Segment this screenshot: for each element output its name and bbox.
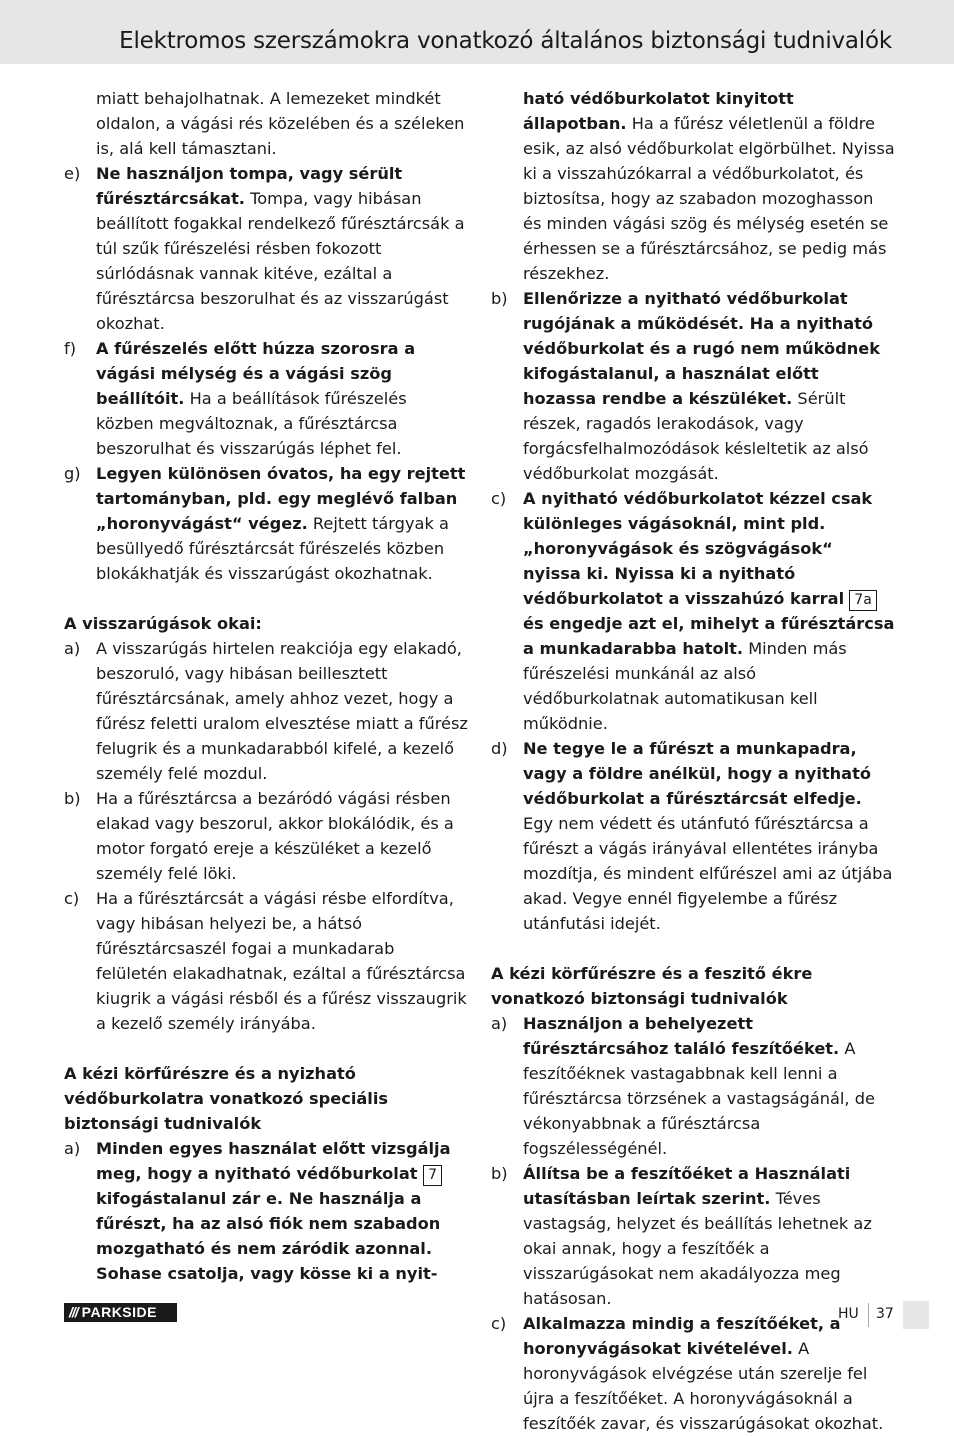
item-bold-text: Alkalmazza mindig a feszítőéket, a horonyvágásokat kivételével.: [523, 1314, 841, 1358]
item-bold-text: kifogástalanul zár e. Ne használja a fűrészt, ha az alsó fiók nem szabadon mozgatható és nem záródik azonnal. Sohase csatolja, vagy kösse ki a nyit-: [96, 1189, 441, 1283]
item-text: Sérült részek, ragadós lerakodások, vagy forgácsfelhalmozódások késleltetik az alsó védőburkolat mozgását.: [523, 389, 869, 483]
item-text: Ha a fűrésztárcsa a bezáródó vágási résben elakad vagy beszorul, akkor blokálódik, és a motor forgató ereje a készüléket a kezelő személy felé löki.: [96, 789, 454, 883]
section-heading-kickback-causes: A visszarúgások okai:: [64, 614, 262, 633]
item-label: a): [491, 1014, 508, 1033]
item-bold-text: Használjon a behelyezett fűrésztárcsához találó feszítőéket.: [523, 1014, 840, 1058]
continued-paragraph: [491, 86, 896, 286]
item-label: a): [64, 639, 81, 658]
left-column: [64, 86, 469, 1286]
list-item-e: [64, 161, 469, 336]
guard-item-b: [491, 286, 896, 486]
item-text: A feszítőéknek vastagabbnak kell lenni a fűrésztárcsa törzsének a vastagságánál, de vékonyabbnak a fűrésztárcsa fogszélességénél.: [523, 1039, 875, 1158]
cause-item-a: [64, 636, 469, 786]
wedge-item-c: [491, 1311, 896, 1436]
item-bold-text: Legyen különösen óvatos, ha egy rejtett tartományban, pld. egy meglévő falban „horonyvágást“ végez.: [96, 464, 466, 533]
guard-item-d: [491, 736, 896, 936]
figure-reference-box: 7: [423, 1165, 442, 1186]
item-bold-text: és engedje azt el, mihelyt a fűrésztárcsa a munkadarabba hatolt.: [523, 614, 895, 658]
item-label: c): [491, 489, 507, 508]
page-number: 37: [876, 1306, 894, 1322]
item-text: Ha a fűrész véletlenül a földre esik, az alsó védőburkolat elgörbülhet. Nyissa ki a visszahúzókarral a védőburkolatot, és biztosítsa, hogy az szabadon mozoghasson és minden vágási szög és mélység esetén se érhessen se a fűrésztárcsához, se pedig más részekhez.: [523, 114, 895, 283]
item-text: Rejtett tárgyak a besüllyedő fűrésztárcsát fűrészelés közben blokákhatják és visszarúgást okozhatnak.: [96, 514, 449, 583]
item-label: a): [64, 1139, 81, 1158]
list-item-f: [64, 336, 469, 461]
section-heading-guard-safety: A kézi körfűrészre és a nyizható védőburkolatra vonatkozó speciális biztonsági tudnivalók: [64, 1064, 389, 1133]
item-bold-text: Ellenőrizze a nyitható védőburkolat rugójának a működését. Ha a nyitható védőburkolat és a rugó nem működnek kifogástalanul, a használat előtt hozassa rendbe a készüléket.: [523, 289, 880, 408]
item-text: Egy nem védett és utánfutó fűrésztárcsa a fűrészt a vágás irányával ellentétes irányba mozdítja, és mindent elfűrészel ami az útjába akad. Vegye ennél figyelembe a fűrész utánfutási idejét.: [523, 814, 893, 933]
item-text: A horonyvágások elvégzése után szerelje fel újra a feszítőéket. A horonyvágásoknál a feszítőék zavar, és visszarúgásokat okozhat.: [523, 1339, 884, 1433]
footer-divider: [868, 1303, 869, 1327]
item-label: d): [491, 739, 508, 758]
item-label: c): [64, 889, 80, 908]
logo-slashes-icon: ///: [69, 1304, 78, 1320]
cause-item-b: [64, 786, 469, 886]
item-bold-text: A fűrészelés előtt húzza szorosra a vágási mélység és a vágási szög beállítóit.: [96, 339, 416, 408]
parkside-logo: [64, 1303, 177, 1322]
item-bold-text: Állítsa be a feszítőéket a Használati utasításban leírtak szerint.: [523, 1164, 851, 1208]
list-item-g: [64, 461, 469, 586]
item-label: b): [491, 289, 508, 308]
right-column: [491, 86, 896, 1436]
guard-item-a: [64, 1136, 469, 1286]
footer-tab-marker: [903, 1301, 929, 1329]
item-text: Minden más fűrészelési munkánál az alsó védőburkolatnak automatikusan kell működnie.: [523, 639, 847, 733]
section-heading-riving-knife: A kézi körfűrészre és a feszitő ékre vonatkozó biztonsági tudnivalók: [491, 964, 813, 1008]
item-text: Ha a fűrésztárcsát a vágási résbe elfordítva, vagy hibásan helyezi be, a hátsó fűrésztárcsaszél fogai a munkadarab felületén elakadhatnak, ezáltal a fűrésztárcsa kiugrik a vágási résből és a fűrész visszaugrik a kezelő személy irányába.: [96, 889, 467, 1033]
guard-item-c: [491, 486, 896, 736]
item-bold-text: A nyitható védőburkolatot kézzel csak különleges vágásoknál, mint pld. „horonyvágások és szögvágások“ nyissa ki. Nyissa ki a nyitható védőburkolatot a visszahúzó karral: [523, 489, 873, 608]
wedge-item-b: [491, 1161, 896, 1311]
item-text: A visszarúgás hirtelen reakciója egy elakadó, beszoruló, vagy hibásan beillesztett fűrésztárcsának, amely ahhoz vezet, hogy a fűrész feletti uralom elvesztése miatt a fűrész felugrik és a munkadarabból kifelé, a kezelő személy felé mozdul.: [96, 639, 468, 783]
item-bold-text: ható védőburkolatot kinyitott állapotban.: [523, 89, 794, 133]
intro-paragraph: miatt behajolhatnak. A lemezeket mindkét oldalon, a vágási rés közelében és a széleken is, alá kell támasztani.: [96, 89, 465, 158]
item-text: Ha a beállítások fűrészelés közben megváltoznak, a fűrésztárcsa beszorulhat és visszarúgás léphet fel.: [96, 389, 407, 458]
wedge-item-a: [491, 1011, 896, 1161]
item-text: Tompa, vagy hibásan beállított fogakkal rendelkező fűrésztárcsák a túl szűk fűrészelési résben fokozott súrlódásnak vannak kitéve, ezáltal a fűrésztárcsa beszorulhat és az visszarúgást okozhat.: [96, 189, 465, 333]
item-label: e): [64, 164, 81, 183]
item-label: f): [64, 339, 77, 358]
item-label: b): [491, 1164, 508, 1183]
page-title: Elektromos szerszámokra vonatkozó általános biztonsági tudnivalók: [119, 28, 892, 54]
item-label: g): [64, 464, 81, 483]
item-bold-text: Minden egyes használat előtt vizsgálja meg, hogy a nyitható védőburkolat: [96, 1139, 451, 1183]
item-text: Téves vastagság, helyzet és beállítás lehetnek az okai annak, hogy a feszítőék a visszarúgásokat nem akadályozza meg hatásosan.: [523, 1189, 872, 1308]
item-label: b): [64, 789, 81, 808]
page-header: [0, 0, 954, 64]
figure-reference-box: 7a: [849, 590, 877, 611]
item-bold-text: Ne tegye le a fűrészt a munkapadra, vagy a földre anélkül, hogy a nyitható védőburkolat a fűrésztárcsát elfedje.: [523, 739, 871, 808]
language-code: HU: [838, 1306, 859, 1322]
item-bold-text: Ne használjon tompa, vagy sérült fűrésztárcsákat.: [96, 164, 403, 208]
logo-text: PARKSIDE: [81, 1304, 157, 1320]
item-label: c): [491, 1314, 507, 1333]
cause-item-c: [64, 886, 469, 1036]
